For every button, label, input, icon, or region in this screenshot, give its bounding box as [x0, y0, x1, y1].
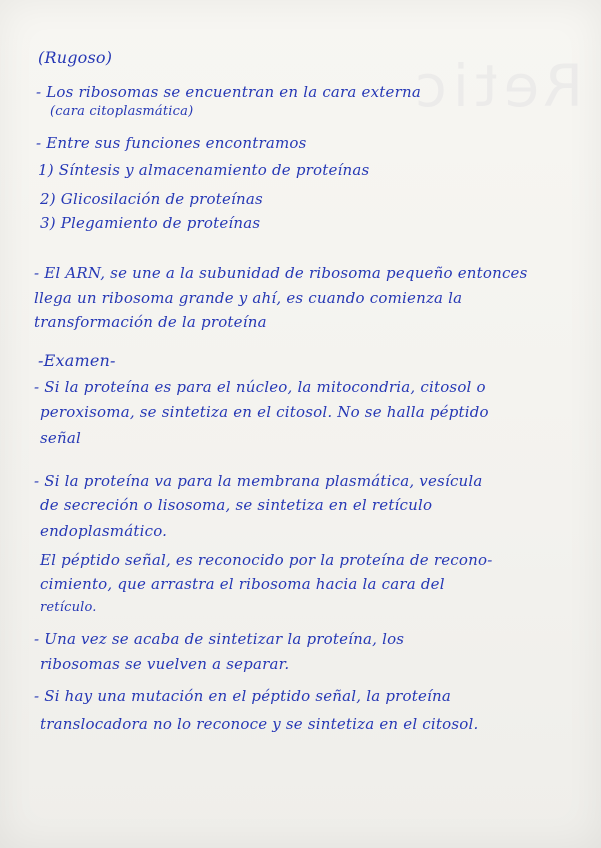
ribosome-location-line1: - Los ribosomas se encuentran en la cara externa [36, 83, 421, 101]
function-item-2: 2) Glicosilación de proteínas [40, 190, 263, 208]
exam1-line2: peroxisoma, se sintetiza en el citosol. No se halla péptido [40, 403, 489, 421]
exam2-line2: de secreción o lisosoma, se sintetiza en el retículo [40, 496, 433, 514]
separate-line2: ribosomas se vuelven a separar. [40, 655, 290, 673]
exam1-line3: señal [40, 429, 81, 447]
functions-intro: - Entre sus funciones encontramos [36, 134, 307, 152]
section-header: (Rugoso) [38, 48, 113, 67]
signal-line2: cimiento, que arrastra el ribosoma hacia la cara del [40, 575, 445, 593]
exam2-line3: endoplasmático. [40, 522, 168, 540]
bleed-through-shadow: Retic [408, 52, 583, 120]
signal-line3: retículo. [40, 600, 97, 615]
mutation-line1: - Si hay una mutación en el péptido señal, la proteína [34, 687, 452, 705]
arn-line1: - El ARN, se une a la subunidad de ribosoma pequeño entonces [34, 264, 528, 282]
exam1-line1: - Si la proteína es para el núcleo, la mitocondria, citosol o [34, 378, 486, 396]
signal-line1: El péptido señal, es reconocido por la proteína de recono- [40, 551, 493, 569]
arn-line3: transformación de la proteína [34, 313, 267, 331]
function-item-3: 3) Plegamiento de proteínas [40, 214, 261, 232]
separate-line1: - Una vez se acaba de sintetizar la proteína, los [34, 630, 405, 648]
exam2-line1: - Si la proteína va para la membrana plasmática, vesícula [34, 472, 483, 490]
ribosome-location-line2: (cara citoplasmática) [50, 104, 194, 119]
arn-line2: llega un ribosoma grande y ahí, es cuando comienza la [34, 289, 463, 307]
function-item-1: 1) Síntesis y almacenamiento de proteínas [38, 161, 370, 179]
exam-heading: -Examen- [38, 351, 116, 370]
mutation-line2: translocadora no lo reconoce y se sintetiza en el citosol. [40, 715, 479, 733]
